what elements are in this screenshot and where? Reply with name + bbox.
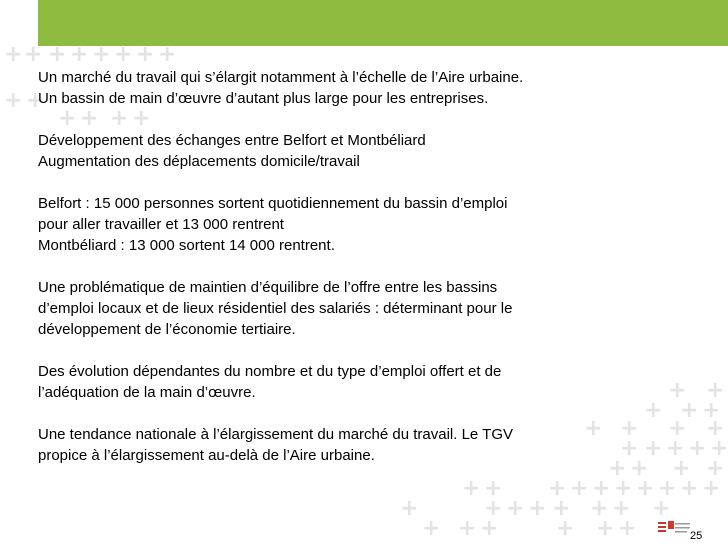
page-number: 25 [690, 530, 703, 542]
plus-pattern-decoration: + + + + + + + + + + + + + + + + + + + + + + + + + + + + + + + + + + + + + + + + + + + + + + + + + + + + + + + + [4, 42, 728, 541]
organization-logo [658, 520, 692, 536]
paragraph-balance-issue: Une problématique de maintien d’équilibre de l’offre entre les bassins d’emploi locaux et de lieux résidentiel des salariés : déterminant pour le développement de l’économie tertiaire. [38, 279, 513, 338]
paragraph-labor-market: Un marché du travail qui s’élargit notamment à l’échelle de l’Aire urbaine. Un bassin de main d’œuvre d’autant plus large pour les entreprises. [38, 69, 524, 107]
paragraph-exchanges: Développement des échanges entre Belfort et Montbéliard Augmentation des déplacements domicile/travail [38, 132, 426, 170]
paragraph-commuter-figures: Belfort : 15 000 personnes sortent quotidiennement du bassin d’emploi pour aller travailler et 13 000 rentrent Montbéliard : 13 000 sortent 14 000 rentrent. [38, 195, 508, 254]
paragraph-national-trend: Une tendance nationale à l’élargissement du marché du travail. Le TGV propice à l’élargissement au-delà de l’Aire urbaine. [38, 426, 513, 464]
paragraph-evolution: Des évolution dépendantes du nombre et du type d’emploi offert et de l’adéquation de la main d’œuvre. [38, 363, 502, 401]
slide-body [38, 67, 658, 487]
